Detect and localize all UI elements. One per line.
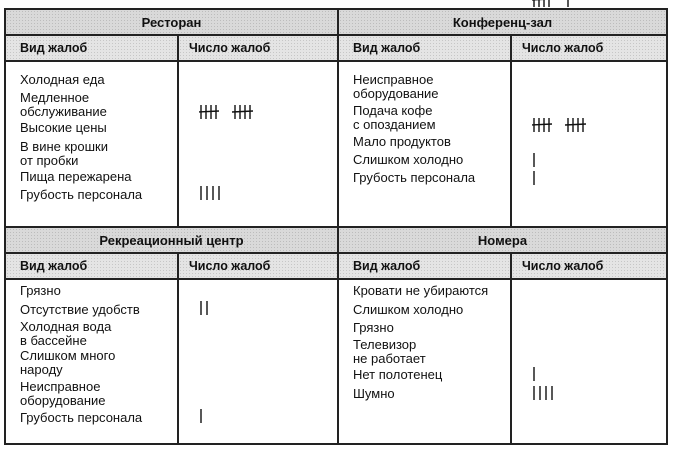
- column-header-type: [339, 36, 510, 60]
- complaint-label: Нет полотенец: [353, 367, 443, 382]
- column-header-type-label: Вид жалоб: [20, 41, 88, 55]
- complaint-label: Слишком холодно: [353, 302, 464, 317]
- column-header-count-label: Число жалоб: [189, 259, 271, 273]
- column-header-count: [179, 36, 337, 60]
- complaint-label: Медленное обслуживание: [20, 90, 107, 119]
- complaint-label: Слишком много народу: [20, 348, 116, 377]
- column-divider: [510, 254, 512, 443]
- column-header-type-label: Вид жалоб: [353, 41, 421, 55]
- complaint-label: Высокие цены: [20, 120, 107, 135]
- section-title-restaurant: Ресторан: [6, 10, 337, 34]
- complaint-label: В вине крошки от пробки: [20, 139, 108, 168]
- complaint-label: Холодная еда: [20, 72, 105, 87]
- header-underline: [339, 60, 666, 62]
- complaint-label: Мало продуктов: [353, 134, 451, 149]
- tally-marks: [532, 152, 544, 168]
- tally-marks: [532, 385, 562, 401]
- complaint-label: Пища пережарена: [20, 169, 132, 184]
- column-header-count-label: Число жалоб: [189, 41, 271, 55]
- column-header-count: [179, 254, 337, 278]
- tally-marks: [532, 117, 606, 133]
- column-header-type: [339, 254, 510, 278]
- tally-marks: [199, 185, 229, 201]
- complaint-label: Кровати не убираются: [353, 283, 489, 298]
- tally-marks: [532, 170, 544, 186]
- column-header-count: [512, 36, 666, 60]
- column-header-count-label: Число жалоб: [522, 259, 604, 273]
- complaint-label: Грязно: [353, 320, 394, 335]
- tally-marks: [532, 0, 578, 8]
- complaint-label: Неисправное оборудование: [20, 379, 106, 408]
- complaint-label: Неисправное оборудование: [353, 72, 439, 101]
- column-divider: [177, 254, 179, 443]
- tally-marks: [199, 104, 273, 120]
- tally-marks: [199, 300, 217, 316]
- column-header-count: [512, 254, 666, 278]
- section-title-rooms: Номера: [339, 228, 666, 252]
- column-header-type: [6, 254, 177, 278]
- complaint-label: Грубость персонала: [353, 170, 476, 185]
- complaint-label: Холодная вода в бассейне: [20, 319, 112, 348]
- complaint-label: Грязно: [20, 283, 61, 298]
- header-underline: [339, 278, 666, 280]
- column-header-type-label: Вид жалоб: [353, 259, 421, 273]
- column-header-type: [6, 36, 177, 60]
- complaint-label: Подача кофе с опозданием: [353, 103, 436, 132]
- header-underline: [6, 278, 337, 280]
- tally-marks: [199, 408, 211, 424]
- complaint-label: Грубость персонала: [20, 410, 143, 425]
- column-divider: [177, 36, 179, 226]
- complaint-label: Отсутствие удобств: [20, 302, 140, 317]
- header-underline: [6, 60, 337, 62]
- complaint-label: Слишком холодно: [353, 152, 464, 167]
- complaint-label: Грубость персонала: [20, 187, 143, 202]
- section-title-conference-hall: Конференц-зал: [339, 10, 666, 34]
- complaint-label: Шумно: [353, 386, 395, 401]
- column-divider: [510, 36, 512, 226]
- tally-marks: [532, 366, 544, 382]
- section-title-recreation-center: Рекреационный центр: [6, 228, 337, 252]
- complaint-label: Телевизор не работает: [353, 337, 426, 366]
- column-header-type-label: Вид жалоб: [20, 259, 88, 273]
- column-header-count-label: Число жалоб: [522, 41, 604, 55]
